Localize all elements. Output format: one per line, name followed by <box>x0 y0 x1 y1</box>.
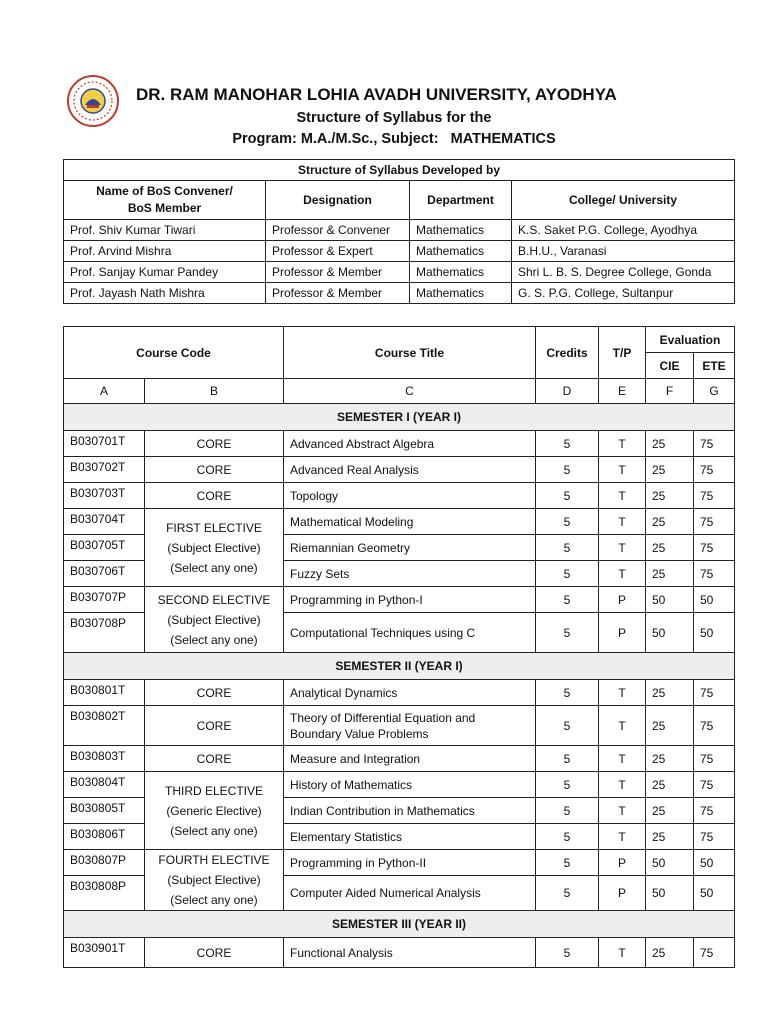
elective-name: SECOND ELECTIVE <box>157 592 271 607</box>
course-title: Measure and Integration <box>284 746 536 772</box>
course-title: Indian Contribution in Mathematics <box>284 798 536 824</box>
course-title: Fuzzy Sets <box>284 561 536 587</box>
course-tp: T <box>599 706 646 746</box>
course-code: B030701T <box>64 431 145 457</box>
course-cie: 25 <box>646 483 694 509</box>
bos-member-name: Prof. Shiv Kumar Tiwari <box>64 220 266 241</box>
course-row <box>64 457 735 483</box>
bos-member-college: G. S. P.G. College, Sultanpur <box>512 283 735 304</box>
course-code: B030807P <box>64 850 145 876</box>
bos-member-college: K.S. Saket P.G. College, Ayodhya <box>512 220 735 241</box>
course-code: B030802T <box>64 706 145 746</box>
course-type: CORE <box>145 431 284 457</box>
course-row <box>64 850 735 876</box>
course-credits: 5 <box>536 746 599 772</box>
course-tp: T <box>599 824 646 850</box>
column-letter: D <box>536 379 599 404</box>
elective-group-label <box>145 509 284 587</box>
course-credits: 5 <box>536 798 599 824</box>
bos-member-college: B.H.U., Varanasi <box>512 241 735 262</box>
course-cie: 25 <box>646 746 694 772</box>
bos-member-department: Mathematics <box>410 283 512 304</box>
course-title: Programming in Python-II <box>284 850 536 876</box>
elective-name: FIRST ELECTIVE <box>166 520 262 535</box>
course-type: CORE <box>145 746 284 772</box>
elective-category: (Subject Elective) <box>167 873 261 887</box>
university-name: DR. RAM MANOHAR LOHIA AVADH UNIVERSITY, AYODHYA <box>136 85 617 104</box>
course-tp: T <box>599 680 646 706</box>
course-credits: 5 <box>536 535 599 561</box>
course-code: B030901T <box>64 938 145 968</box>
elective-name: FOURTH ELECTIVE <box>158 853 270 867</box>
course-credits: 5 <box>536 706 599 746</box>
course-type: CORE <box>145 706 284 746</box>
course-cie: 50 <box>646 850 694 876</box>
course-code: B030805T <box>64 798 145 824</box>
course-title: Topology <box>284 483 536 509</box>
bos-row <box>64 220 735 241</box>
course-code: B030702T <box>64 457 145 483</box>
bos-row <box>64 262 735 283</box>
course-tp: P <box>599 613 646 653</box>
course-code: B030705T <box>64 535 145 561</box>
column-letter: F <box>646 379 694 404</box>
course-tp: T <box>599 509 646 535</box>
bos-member-department: Mathematics <box>410 262 512 283</box>
course-title: Theory of Differential Equation and Boundary Value Problems <box>284 706 536 746</box>
header-cie: CIE <box>646 353 694 379</box>
program-line: Program: M.A./M.Sc., Subject: MATHEMATICS <box>232 131 556 147</box>
course-row <box>64 509 735 535</box>
course-cie: 25 <box>646 680 694 706</box>
semester-heading: SEMESTER I (YEAR I) <box>64 404 735 431</box>
course-ete: 75 <box>694 824 735 850</box>
course-type: CORE <box>145 457 284 483</box>
course-ete: 75 <box>694 938 735 968</box>
course-row <box>64 746 735 772</box>
bos-member-department: Mathematics <box>410 220 512 241</box>
course-ete: 75 <box>694 706 735 746</box>
elective-name: THIRD ELECTIVE <box>164 783 263 798</box>
bos-member-designation: Professor & Member <box>266 262 410 283</box>
bos-member-designation: Professor & Expert <box>266 241 410 262</box>
elective-category: (Subject Elective) <box>167 612 261 627</box>
course-code: B030806T <box>64 824 145 850</box>
course-tp: T <box>599 772 646 798</box>
course-code: B030703T <box>64 483 145 509</box>
course-cie: 25 <box>646 509 694 535</box>
course-ete: 50 <box>694 587 735 613</box>
course-tp: T <box>599 798 646 824</box>
course-ete: 75 <box>694 798 735 824</box>
header-course-title: Course Title <box>284 327 536 379</box>
header-ete: ETE <box>694 353 735 379</box>
course-tp: T <box>599 483 646 509</box>
bos-header-name: Name of BoS Convener/ BoS Member <box>64 181 266 220</box>
course-row <box>64 431 735 457</box>
course-type: CORE <box>145 483 284 509</box>
course-code: B030706T <box>64 561 145 587</box>
course-title: Functional Analysis <box>284 938 536 968</box>
course-title: Advanced Real Analysis <box>284 457 536 483</box>
bos-member-name: Prof. Sanjay Kumar Pandey <box>64 262 266 283</box>
course-cie: 25 <box>646 561 694 587</box>
course-credits: 5 <box>536 824 599 850</box>
course-ete: 75 <box>694 561 735 587</box>
course-title: Computer Aided Numerical Analysis <box>284 876 536 911</box>
course-cie: 50 <box>646 876 694 911</box>
course-row <box>64 587 735 613</box>
course-credits: 5 <box>536 938 599 968</box>
elective-instruction: (Select any one) <box>170 560 258 575</box>
bos-member-name: Prof. Arvind Mishra <box>64 241 266 262</box>
bos-header-designation: Designation <box>266 181 410 220</box>
course-code: B030801T <box>64 680 145 706</box>
elective-instruction: (Select any one) <box>170 893 258 907</box>
course-title: Analytical Dynamics <box>284 680 536 706</box>
course-cie: 25 <box>646 938 694 968</box>
bos-row <box>64 241 735 262</box>
bos-table-title: Structure of Syllabus Developed by <box>64 160 735 181</box>
course-tp: P <box>599 850 646 876</box>
column-letter: G <box>694 379 735 404</box>
bos-member-department: Mathematics <box>410 241 512 262</box>
course-row <box>64 483 735 509</box>
course-code: B030804T <box>64 772 145 798</box>
course-cie: 50 <box>646 613 694 653</box>
semester-heading: SEMESTER II (YEAR I) <box>64 653 735 680</box>
course-ete: 75 <box>694 680 735 706</box>
course-ete: 50 <box>694 613 735 653</box>
course-ete: 75 <box>694 483 735 509</box>
course-cie: 50 <box>646 587 694 613</box>
course-tp: T <box>599 938 646 968</box>
column-letter: A <box>64 379 145 404</box>
course-tp: P <box>599 587 646 613</box>
bos-member-designation: Professor & Member <box>266 283 410 304</box>
course-credits: 5 <box>536 483 599 509</box>
course-credits: 5 <box>536 876 599 911</box>
course-ete: 75 <box>694 509 735 535</box>
elective-category: (Generic Elective) <box>166 803 262 818</box>
course-tp: T <box>599 457 646 483</box>
course-code: B030704T <box>64 509 145 535</box>
elective-group-label <box>145 772 284 850</box>
course-credits: 5 <box>536 613 599 653</box>
course-title: Mathematical Modeling <box>284 509 536 535</box>
header-course-code: Course Code <box>64 327 284 379</box>
syllabus-table <box>63 326 735 968</box>
course-credits: 5 <box>536 772 599 798</box>
course-cie: 25 <box>646 798 694 824</box>
course-tp: T <box>599 535 646 561</box>
course-ete: 75 <box>694 772 735 798</box>
bos-header-college: College/ University <box>512 181 735 220</box>
course-ete: 50 <box>694 876 735 911</box>
course-credits: 5 <box>536 561 599 587</box>
column-letters-row <box>64 379 735 404</box>
course-row <box>64 680 735 706</box>
course-code: B030803T <box>64 746 145 772</box>
course-cie: 25 <box>646 457 694 483</box>
course-credits: 5 <box>536 509 599 535</box>
elective-instruction: (Select any one) <box>170 632 258 647</box>
bos-member-designation: Professor & Convener <box>266 220 410 241</box>
column-letter: E <box>599 379 646 404</box>
course-title: Riemannian Geometry <box>284 535 536 561</box>
course-ete: 50 <box>694 850 735 876</box>
column-letter: C <box>284 379 536 404</box>
course-row <box>64 772 735 798</box>
header-tp: T/P <box>599 327 646 379</box>
document-header <box>0 0 768 160</box>
course-title: Computational Techniques using C <box>284 613 536 653</box>
course-type: CORE <box>145 938 284 968</box>
course-row <box>64 938 735 968</box>
bos-member-name: Prof. Jayash Nath Mishra <box>64 283 266 304</box>
course-code: B030708P <box>64 613 145 653</box>
course-credits: 5 <box>536 587 599 613</box>
course-ete: 75 <box>694 746 735 772</box>
course-ete: 75 <box>694 431 735 457</box>
course-tp: T <box>599 561 646 587</box>
bos-member-college: Shri L. B. S. Degree College, Gonda <box>512 262 735 283</box>
column-letter: B <box>145 379 284 404</box>
course-credits: 5 <box>536 431 599 457</box>
course-credits: 5 <box>536 680 599 706</box>
course-ete: 75 <box>694 535 735 561</box>
elective-group-label <box>145 850 284 911</box>
bos-row <box>64 283 735 304</box>
elective-category: (Subject Elective) <box>167 540 261 555</box>
course-credits: 5 <box>536 850 599 876</box>
course-code: B030707P <box>64 587 145 613</box>
course-cie: 25 <box>646 535 694 561</box>
course-type: CORE <box>145 680 284 706</box>
semester-heading: SEMESTER III (YEAR II) <box>64 911 735 938</box>
course-code: B030808P <box>64 876 145 911</box>
header-credits: Credits <box>536 327 599 379</box>
course-cie: 25 <box>646 706 694 746</box>
header-evaluation: Evaluation <box>646 327 735 353</box>
course-tp: P <box>599 876 646 911</box>
course-cie: 25 <box>646 431 694 457</box>
bos-header-department: Department <box>410 181 512 220</box>
course-title: History of Mathematics <box>284 772 536 798</box>
course-credits: 5 <box>536 457 599 483</box>
course-title: Programming in Python-I <box>284 587 536 613</box>
course-ete: 75 <box>694 457 735 483</box>
course-title: Advanced Abstract Algebra <box>284 431 536 457</box>
course-cie: 25 <box>646 824 694 850</box>
course-tp: T <box>599 746 646 772</box>
syllabus-subtitle: Structure of Syllabus for the <box>296 110 492 126</box>
course-title: Elementary Statistics <box>284 824 536 850</box>
elective-instruction: (Select any one) <box>170 823 258 838</box>
elective-group-label <box>145 587 284 653</box>
course-row <box>64 706 735 746</box>
bos-table <box>63 159 735 304</box>
course-tp: T <box>599 431 646 457</box>
course-cie: 25 <box>646 772 694 798</box>
